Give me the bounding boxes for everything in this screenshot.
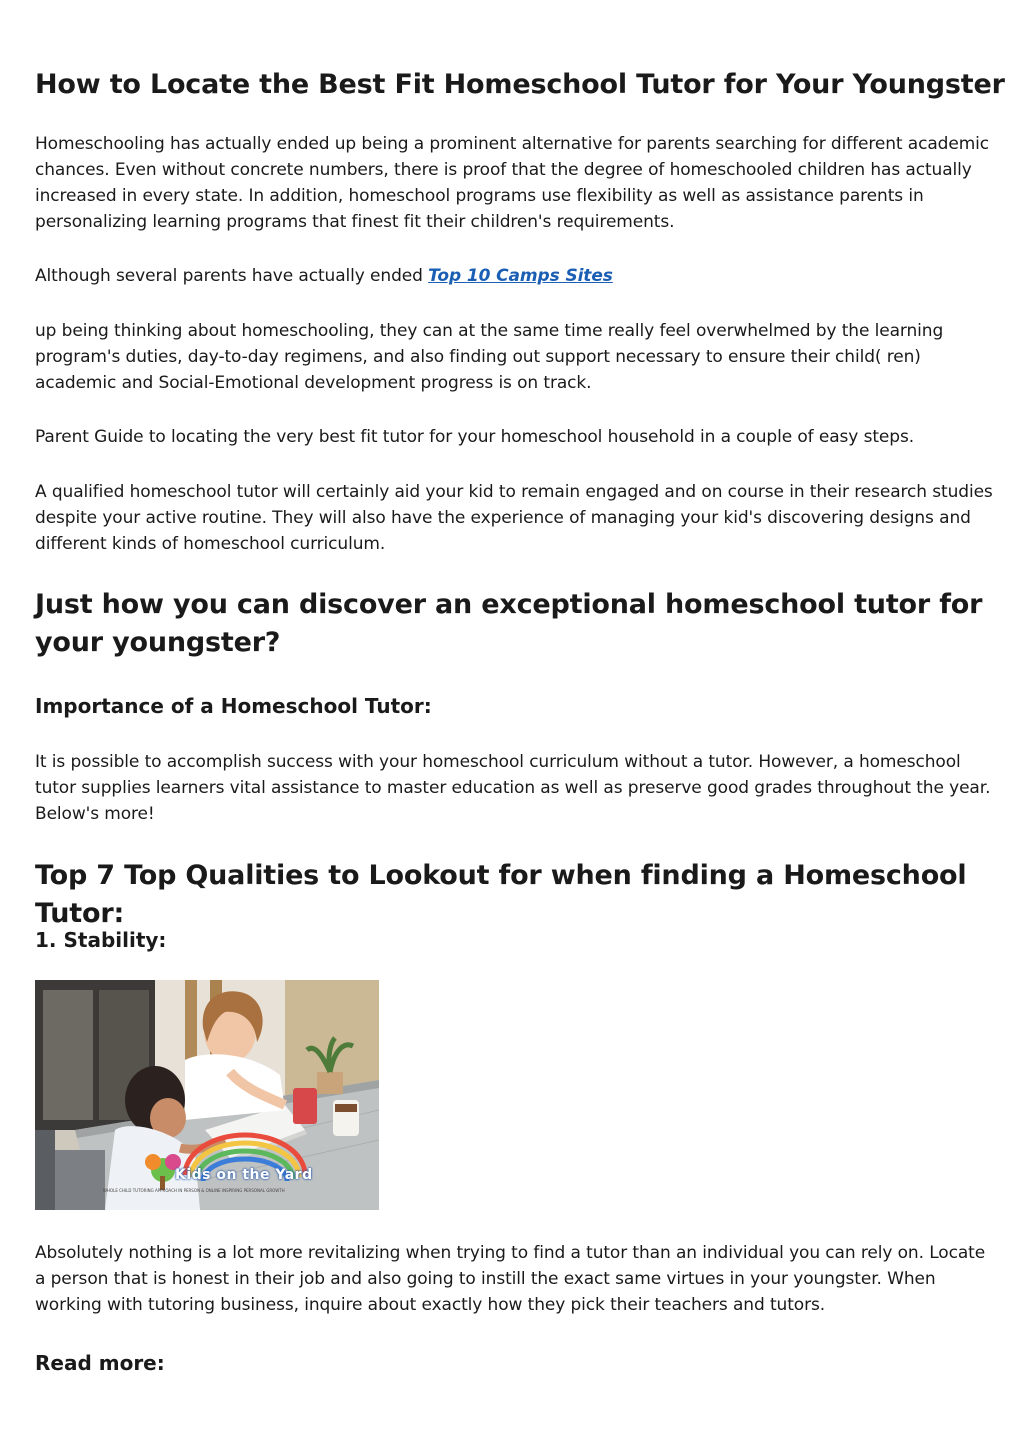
parent-guide-paragraph: Parent Guide to locating the very best fit tutor for your homeschool household in a couple of easy steps. [35,427,915,447]
photo-tagline: WHOLE CHILD TUTORING APPROACH IN PERSON & ONLINE INSPIRING PERSONAL GROWTH [103,1188,285,1193]
top-camps-link[interactable]: Top 10 Camps Sites [428,266,613,286]
subheading-read-more: Read more: [35,1351,165,1375]
overwhelmed-paragraph: up being thinking about homeschooling, they can at the same time really feel overwhelmed by the learning program's duties, day-to-day regimens, and also finding out support necessary to ensure their child( ren) academic and Social-Emotional development progress is on track. [35,321,944,393]
link-paragraph [35,263,995,289]
subheading-importance: Importance of a Homeschool Tutor: [35,694,432,718]
page-title: How to Locate the Best Fit Homeschool Tutor for Your Youngster [35,69,1005,100]
photo-logo-text: Kids on the Yard [175,1167,313,1183]
stability-paragraph: Absolutely nothing is a lot more revitalizing when trying to find a tutor than an individual you can rely on. Locate a person that is honest in their job and also going to instill the exact same virtues in your youngster. When working with tutoring business, inquire about exactly how they pick their teachers and tutors. [35,1243,986,1315]
qualified-tutor-paragraph: A qualified homeschool tutor will certainly aid your kid to remain engaged and on course in their research studies despite your active routine. They will also have the experience of managing your kid's discovering designs and different kinds of homeschool curriculum. [35,482,993,554]
intro-paragraph: Homeschooling has actually ended up being a prominent alternative for parents searching for different academic chances. Even without concrete numbers, there is proof that the degree of homeschooled children has actually increased in every state. In addition, homeschool programs use flexibility as well as assistance parents in personalizing learning programs that finest fit their children's requirements. [35,134,990,232]
section-heading-qualities: Top 7 Top Qualities to Lookout for when finding a Homeschool Tutor: [35,860,967,929]
importance-paragraph: It is possible to accomplish success with your homeschool curriculum without a tutor. However, a homeschool tutor supplies learners vital assistance to master education as well as preserve good grades throughout the year. Below's more! [35,752,991,824]
tutoring-photo [35,980,379,1210]
link-paragraph-text: Although several parents have actually ended [35,266,429,286]
section-heading-discover: Just how you can discover an exceptional homeschool tutor for your youngster? [35,589,983,658]
subheading-stability: 1. Stability: [35,928,167,952]
